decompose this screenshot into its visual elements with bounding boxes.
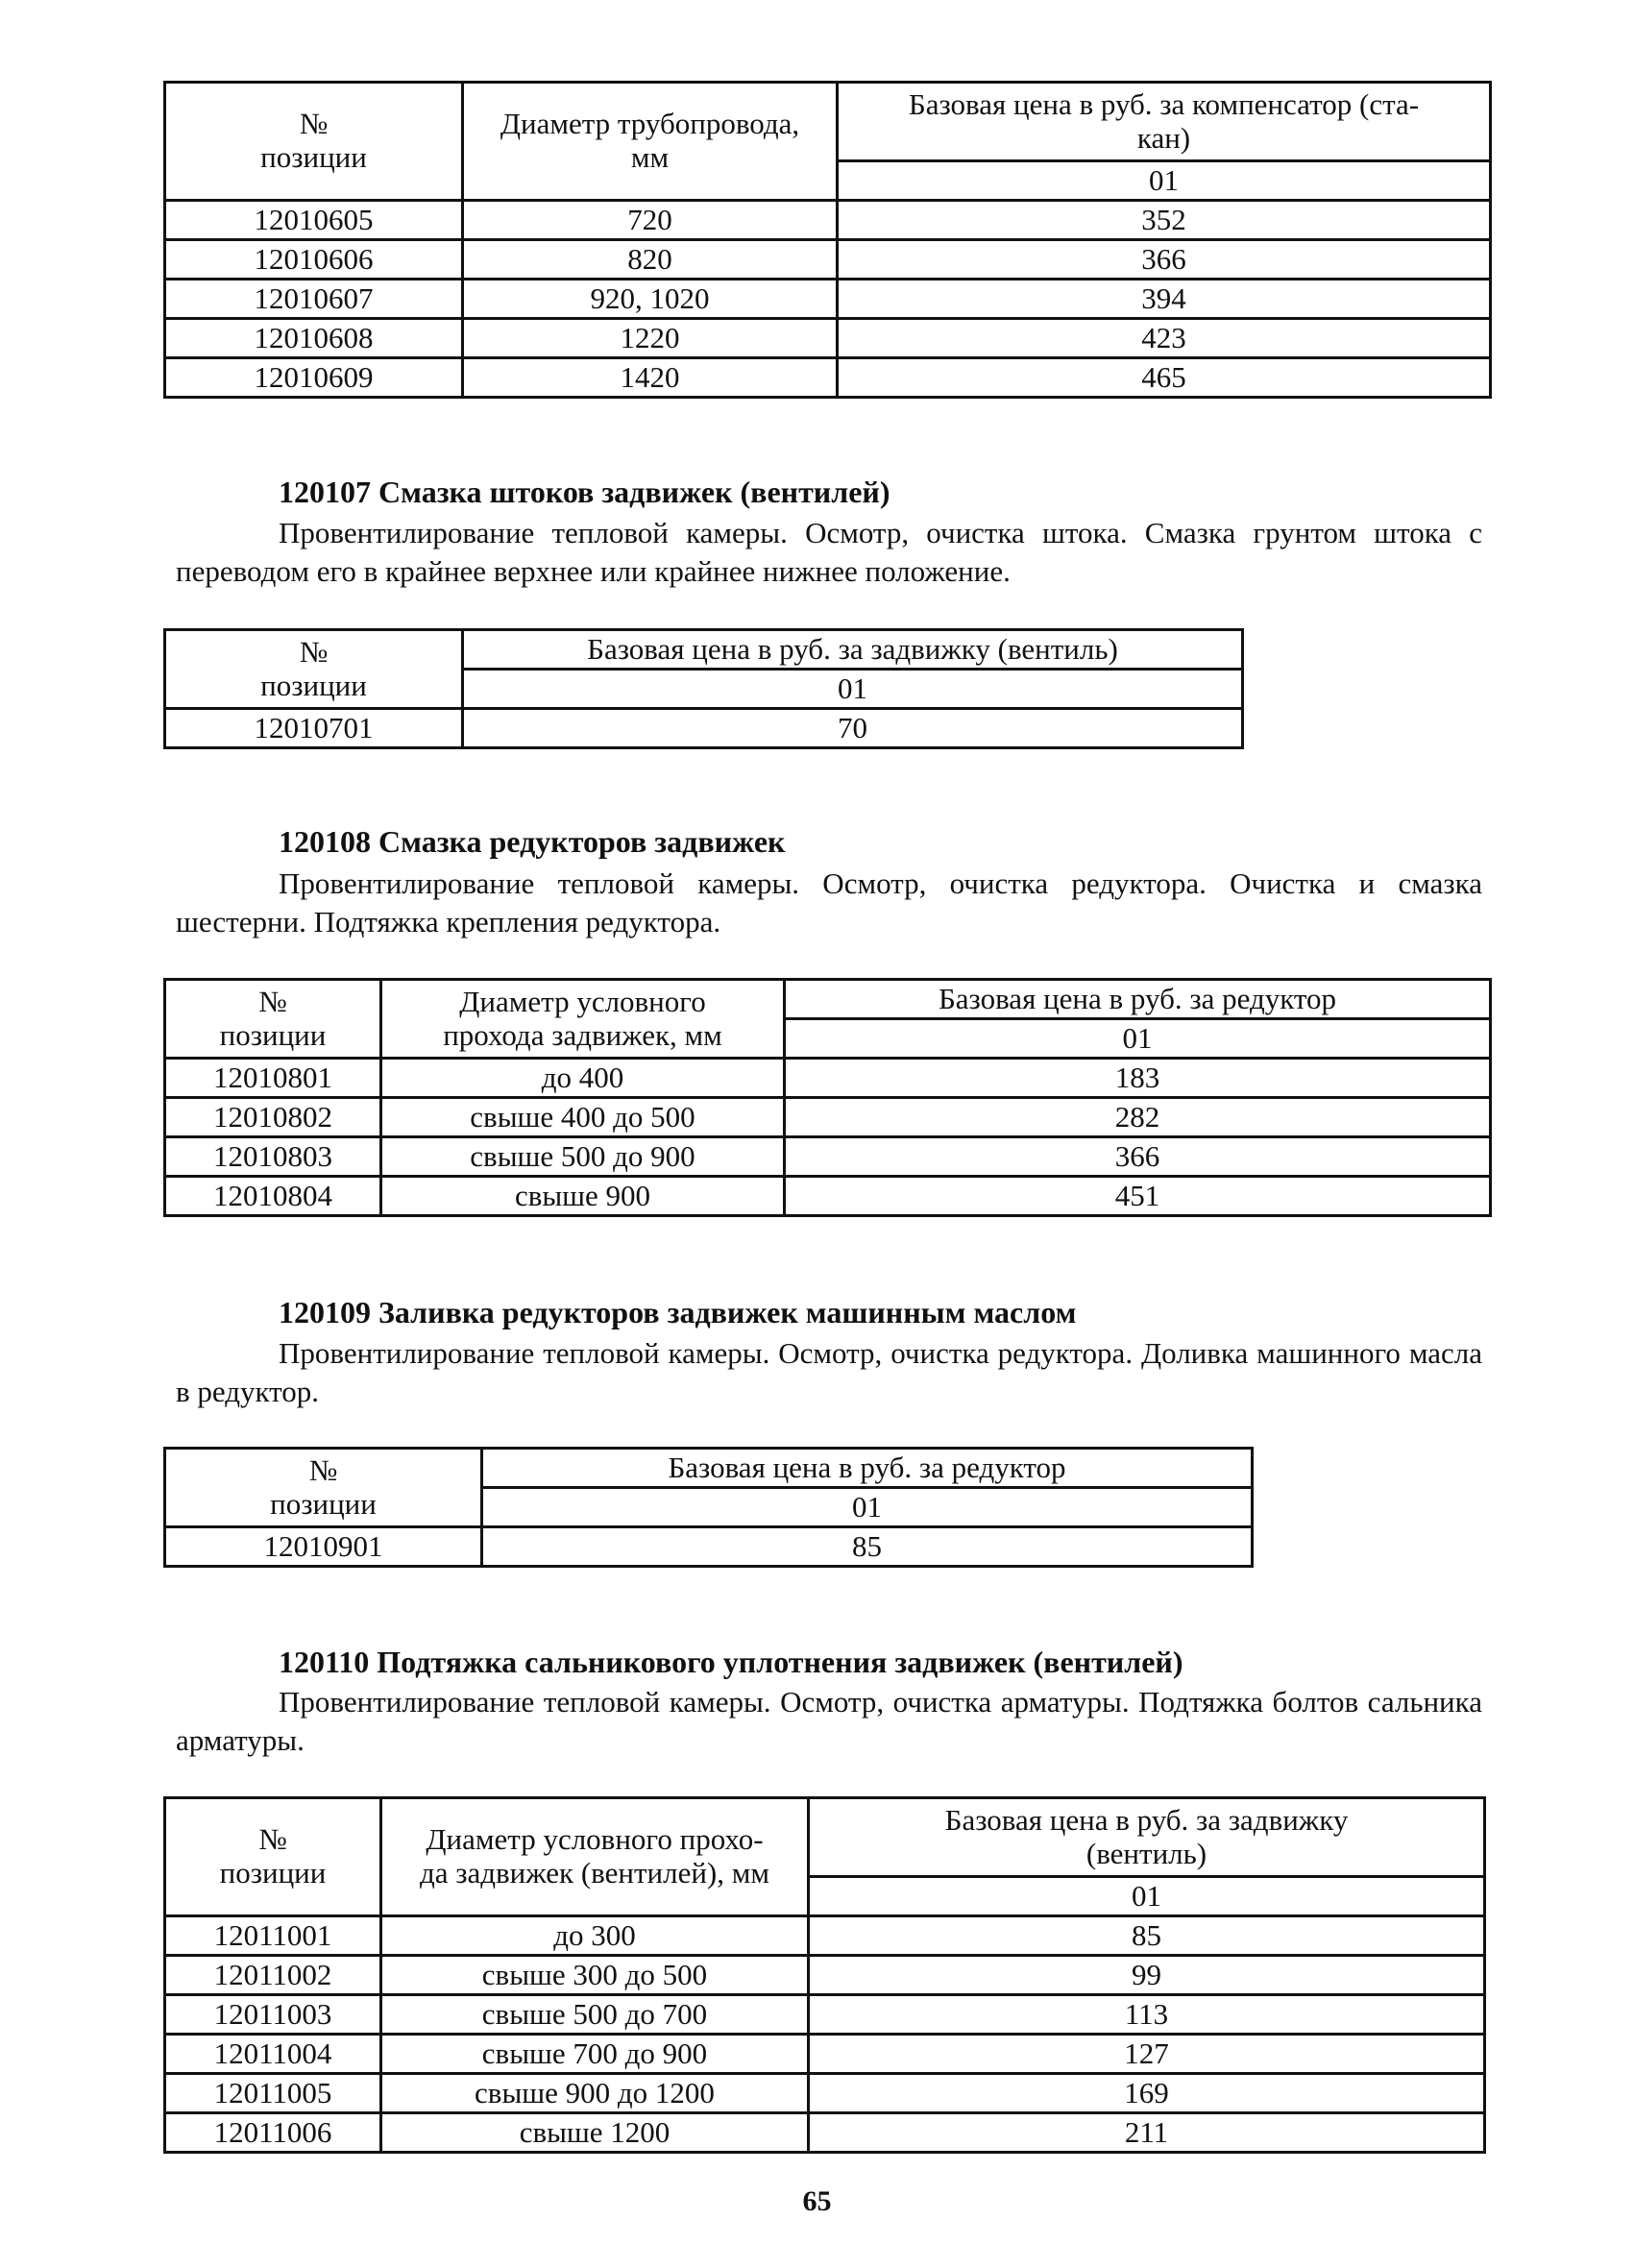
header-base-price: Базовая цена в руб. за редуктор	[482, 1449, 1253, 1488]
table-row	[165, 1916, 1485, 1956]
table-row	[165, 358, 1491, 398]
price-cell: 423	[838, 319, 1491, 358]
header-pipe-diameter: Диаметр трубопровода, мм	[463, 83, 838, 201]
header-position-number: № позиции	[165, 980, 381, 1059]
diameter-cell: свыше 500 до 900	[381, 1137, 785, 1177]
price-cell: 366	[838, 240, 1491, 280]
header-nominal-diameter: Диаметр условного прохода задвижек, мм	[381, 980, 785, 1059]
position-cell: 12010606	[165, 240, 463, 280]
position-cell: 12010607	[165, 280, 463, 319]
table-row	[165, 280, 1491, 319]
compensator-price-table	[163, 81, 1492, 399]
price-cell: 366	[785, 1137, 1491, 1177]
position-cell: 12011002	[165, 1956, 381, 1995]
table-row	[165, 2035, 1485, 2074]
header-base-price: Базовая цена в руб. за задвижку (вентиль)	[809, 1798, 1485, 1877]
price-cell: 394	[838, 280, 1491, 319]
header-base-price: Базовая цена в руб. за редуктор	[785, 980, 1491, 1019]
table-row	[165, 201, 1491, 240]
diameter-cell: свыше 1200	[381, 2113, 809, 2153]
table-row	[165, 1059, 1491, 1098]
price-cell: 211	[809, 2113, 1485, 2153]
diameter-cell: 720	[463, 201, 838, 240]
price-cell: 85	[809, 1916, 1485, 1956]
position-cell: 12011006	[165, 2113, 381, 2153]
header-column-code: 01	[838, 161, 1491, 201]
table-row	[165, 319, 1491, 358]
position-cell: 12010802	[165, 1098, 381, 1137]
section-title-120110: 120110 Подтяжка сальникового уплотнения задвижек (вентилей)	[279, 1645, 1183, 1679]
position-cell: 12011004	[165, 2035, 381, 2074]
table-row	[165, 2074, 1485, 2113]
price-cell: 70	[463, 709, 1243, 748]
price-cell: 127	[809, 2035, 1485, 2074]
price-cell: 113	[809, 1995, 1485, 2035]
position-cell: 12011003	[165, 1995, 381, 2035]
header-position-number: № позиции	[165, 83, 463, 201]
section-title-120107: 120107 Смазка штоков задвижек (вентилей)	[279, 475, 890, 509]
price-cell: 169	[809, 2074, 1485, 2113]
price-cell: 282	[785, 1098, 1491, 1137]
section-description-120109: Провентилирование тепловой камеры. Осмотр, очистка редуктора. Доливка машинного масла в редуктор.	[176, 1336, 1482, 1408]
section-title-120108: 120108 Смазка редукторов задвижек	[279, 824, 786, 859]
section-description-120110: Провентилирование тепловой камеры. Осмотр, очистка арматуры. Подтяжка болтов сальника арматуры.	[176, 1685, 1482, 1757]
table-row	[165, 240, 1491, 280]
position-cell: 12010804	[165, 1177, 381, 1216]
diameter-cell: 820	[463, 240, 838, 280]
table-row	[165, 2113, 1485, 2153]
section-title-120109: 120109 Заливка редукторов задвижек машинным маслом	[279, 1295, 1077, 1329]
table-row	[165, 1098, 1491, 1137]
diameter-cell: свыше 500 до 700	[381, 1995, 809, 2035]
header-nominal-diameter: Диаметр условного прохо- да задвижек (вентилей), мм	[381, 1798, 809, 1916]
table-row	[165, 1527, 1253, 1567]
header-position-number: № позиции	[165, 630, 463, 709]
position-cell: 12011001	[165, 1916, 381, 1956]
header-base-price: Базовая цена в руб. за задвижку (вентиль)	[463, 630, 1243, 670]
diameter-cell: свыше 300 до 500	[381, 1956, 809, 1995]
diameter-cell: свыше 700 до 900	[381, 2035, 809, 2074]
diameter-cell: 1220	[463, 319, 838, 358]
header-column-code: 01	[463, 670, 1243, 709]
header-base-price: Базовая цена в руб. за компенсатор (ста- кан)	[838, 83, 1491, 161]
position-cell: 12010901	[165, 1527, 482, 1567]
header-position-number: № позиции	[165, 1798, 381, 1916]
table-row	[165, 1177, 1491, 1216]
price-cell: 451	[785, 1177, 1491, 1216]
diameter-cell: до 400	[381, 1059, 785, 1098]
gearbox-oil-filling-price-table	[163, 1447, 1254, 1568]
price-cell: 85	[482, 1527, 1253, 1567]
valve-stem-lubrication-price-table	[163, 628, 1244, 749]
table-row	[165, 709, 1243, 748]
table-row	[165, 1137, 1491, 1177]
gearbox-lubrication-price-table	[163, 978, 1492, 1217]
position-cell: 12010801	[165, 1059, 381, 1098]
page-number: 65	[802, 2185, 832, 2217]
position-cell: 12011005	[165, 2074, 381, 2113]
header-column-code: 01	[809, 1877, 1485, 1916]
price-cell: 183	[785, 1059, 1491, 1098]
position-cell: 12010608	[165, 319, 463, 358]
position-cell: 12010609	[165, 358, 463, 398]
price-cell: 352	[838, 201, 1491, 240]
diameter-cell: свыше 900 до 1200	[381, 2074, 809, 2113]
diameter-cell: до 300	[381, 1916, 809, 1956]
header-column-code: 01	[785, 1019, 1491, 1059]
diameter-cell: свыше 400 до 500	[381, 1098, 785, 1137]
gland-seal-tightening-price-table	[163, 1796, 1486, 2154]
diameter-cell: 1420	[463, 358, 838, 398]
header-column-code: 01	[482, 1488, 1253, 1527]
diameter-cell: свыше 900	[381, 1177, 785, 1216]
header-position-number: № позиции	[165, 1449, 482, 1527]
table-row	[165, 1956, 1485, 1995]
position-cell: 12010803	[165, 1137, 381, 1177]
section-description-120108: Провентилирование тепловой камеры. Осмотр, очистка редуктора. Очистка и смазка шестерни. Подтяжка крепления редуктора.	[176, 866, 1482, 939]
diameter-cell: 920, 1020	[463, 280, 838, 319]
price-cell: 99	[809, 1956, 1485, 1995]
position-cell: 12010605	[165, 201, 463, 240]
section-description-120107: Провентилирование тепловой камеры. Осмотр, очистка штока. Смазка грунтом штока с переводом его в крайнее верхнее или крайнее нижнее положение.	[176, 516, 1482, 588]
position-cell: 12010701	[165, 709, 463, 748]
table-row	[165, 1995, 1485, 2035]
price-cell: 465	[838, 358, 1491, 398]
